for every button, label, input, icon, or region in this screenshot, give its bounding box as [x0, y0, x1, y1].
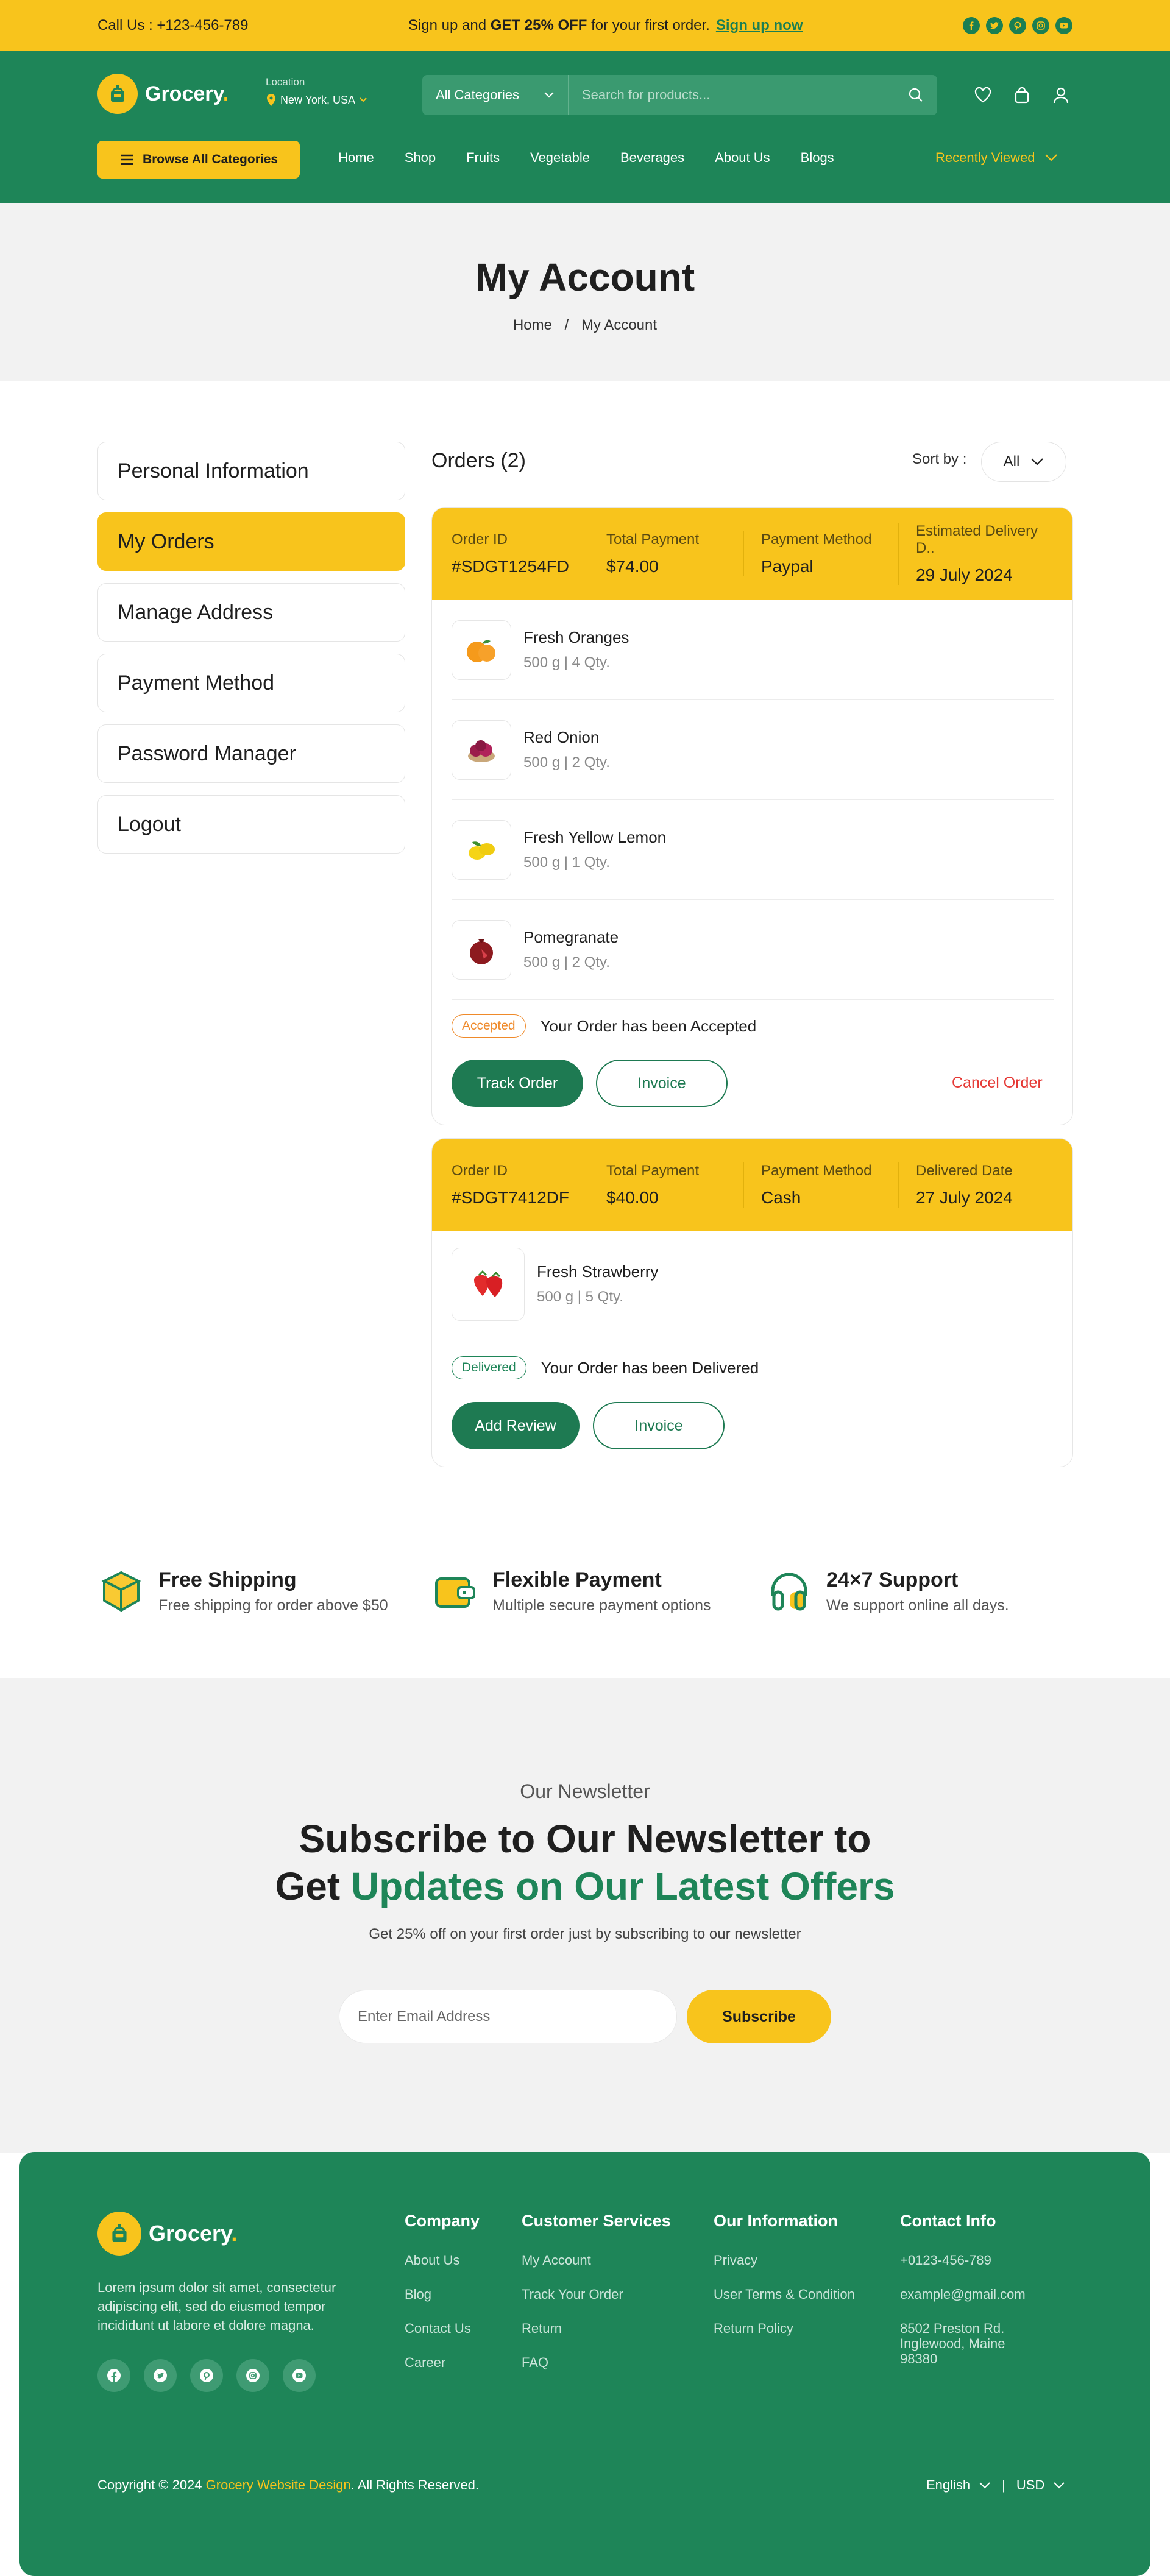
- youtube-icon[interactable]: [283, 2359, 316, 2392]
- youtube-icon[interactable]: [1055, 17, 1072, 34]
- sort-label: Sort by :: [912, 451, 967, 467]
- item-meta: 500 g | 4 Qty.: [523, 654, 610, 671]
- footer-link[interactable]: Track Your Order: [522, 2287, 623, 2302]
- newsletter-heading: [0, 1815, 1170, 1910]
- facebook-icon[interactable]: [98, 2359, 130, 2392]
- footer-link[interactable]: Contact Us: [405, 2321, 471, 2336]
- red-onion-image: [452, 720, 511, 780]
- footer-link[interactable]: Return: [522, 2321, 562, 2336]
- twitter-icon[interactable]: [986, 17, 1003, 34]
- footer-link[interactable]: FAQ: [522, 2355, 549, 2370]
- item-meta: 500 g | 1 Qty.: [523, 854, 610, 871]
- delivered-date-label: Delivered Date: [916, 1162, 1013, 1179]
- cancel-order-link[interactable]: Cancel Order: [952, 1074, 1043, 1091]
- sidebar-item-manage-address[interactable]: Manage Address: [98, 583, 405, 642]
- footer-social-links: [98, 2359, 316, 2392]
- orange-image: [452, 620, 511, 680]
- sidebar-item-personal-info[interactable]: Personal Information: [98, 442, 405, 500]
- feature-free-shipping: [98, 1568, 388, 1615]
- brand-name: Grocery: [145, 82, 223, 105]
- promo-bold: GET 25% OFF: [490, 16, 587, 34]
- nav-home[interactable]: Home: [338, 150, 374, 165]
- footer-link[interactable]: User Terms & Condition: [714, 2287, 855, 2302]
- item-name: Fresh Strawberry: [537, 1262, 659, 1281]
- browse-categories-button[interactable]: [98, 141, 300, 179]
- language-select[interactable]: English: [926, 2477, 971, 2493]
- strawberry-image: [452, 1248, 525, 1321]
- feature-title: Free Shipping: [158, 1568, 297, 1591]
- locale-separator: |: [1002, 2477, 1005, 2493]
- sidebar-item-logout[interactable]: Logout: [98, 795, 405, 854]
- top-social-links: [963, 17, 1072, 34]
- item-name: Fresh Yellow Lemon: [523, 828, 667, 846]
- category-select-value: All Categories: [436, 87, 519, 102]
- delivery-date-value: 29 July 2024: [916, 565, 1013, 584]
- footer-col-title: Company: [405, 2212, 480, 2230]
- item-name: Pomegranate: [523, 928, 619, 946]
- contact-address: 8502 Preston Rd. Inglewood, Maine 98380: [900, 2321, 1005, 2366]
- wallet-icon: [431, 1568, 479, 1615]
- subscribe-button[interactable]: Subscribe: [687, 1990, 831, 2043]
- order-id-label: Order ID: [452, 1162, 508, 1179]
- breadcrumb: [0, 317, 1170, 334]
- footer-link[interactable]: Privacy: [714, 2252, 758, 2268]
- currency-select[interactable]: USD: [1016, 2477, 1045, 2493]
- order-summary: [432, 1139, 1072, 1231]
- copyright-post: . All Rights Reserved.: [350, 2477, 479, 2493]
- footer-link[interactable]: Career: [405, 2355, 446, 2370]
- order-id-label: Order ID: [452, 531, 508, 548]
- search-icon[interactable]: [908, 87, 924, 103]
- order-id-value: #SDGT7412DF: [452, 1188, 569, 1207]
- order-status: [452, 1356, 759, 1379]
- footer-locale: [926, 2477, 1065, 2493]
- headset-icon: [765, 1568, 813, 1615]
- status-text: Your Order has been Delivered: [541, 1358, 759, 1377]
- basket-icon: [98, 2212, 141, 2256]
- total-payment-value: $40.00: [606, 1188, 659, 1207]
- email-input[interactable]: [339, 1990, 677, 2043]
- pomegranate-image: [452, 920, 511, 980]
- newsletter-kicker: Our Newsletter: [520, 1780, 650, 1802]
- box-icon: [98, 1568, 145, 1615]
- newsletter-heading-highlight: Updates on Our Latest Offers: [350, 1864, 895, 1908]
- feature-desc: Multiple secure payment options: [492, 1597, 711, 1614]
- promo-post: for your first order.: [587, 16, 710, 34]
- order-item: [452, 800, 1054, 900]
- brand-logo[interactable]: [98, 74, 229, 114]
- chevron-down-icon: [979, 2482, 991, 2489]
- order-item: [452, 600, 1054, 700]
- footer-logo[interactable]: [98, 2212, 237, 2256]
- item-meta: 500 g | 2 Qty.: [523, 954, 610, 971]
- delivery-date-label: Estimated Delivery D..: [916, 523, 1038, 556]
- breadcrumb-separator: /: [564, 317, 569, 333]
- footer-col-title: Customer Services: [522, 2212, 671, 2230]
- recently-viewed-label: Recently Viewed: [935, 150, 1035, 165]
- twitter-icon[interactable]: [144, 2359, 177, 2392]
- order-id-value: #SDGT1254FD: [452, 557, 569, 576]
- pinterest-icon[interactable]: [190, 2359, 223, 2392]
- facebook-icon[interactable]: [963, 17, 980, 34]
- chevron-down-icon: [1030, 458, 1044, 466]
- feature-title: Flexible Payment: [492, 1568, 662, 1591]
- orders-title: Orders (2): [431, 449, 526, 472]
- footer-col-contact-info: [900, 2212, 1026, 2385]
- basket-icon: [98, 74, 138, 114]
- copyright-pre: Copyright © 2024: [98, 2477, 206, 2493]
- payment-method-value: Cash: [761, 1188, 801, 1207]
- sidebar-item-payment-method[interactable]: Payment Method: [98, 654, 405, 712]
- contact-phone[interactable]: +0123-456-789: [900, 2252, 991, 2268]
- feature-title: 24×7 Support: [826, 1568, 959, 1591]
- nav-fruits[interactable]: Fruits: [466, 150, 500, 165]
- order-item: [452, 1231, 1054, 1337]
- newsletter-section: [0, 1678, 1170, 2153]
- sidebar-item-my-orders[interactable]: My Orders: [98, 512, 405, 571]
- chevron-down-icon: [1053, 2482, 1065, 2489]
- recently-viewed-dropdown[interactable]: [935, 150, 1058, 166]
- chevron-down-icon: [1044, 154, 1058, 162]
- chevron-down-icon: [544, 91, 555, 99]
- footer-col-title: Our Information: [714, 2212, 838, 2230]
- breadcrumb-home[interactable]: Home: [512, 317, 552, 333]
- item-name: Fresh Oranges: [523, 628, 629, 646]
- nav-shop[interactable]: Shop: [404, 150, 436, 165]
- instagram-icon[interactable]: [236, 2359, 269, 2392]
- instagram-icon[interactable]: [1032, 17, 1049, 34]
- signup-link[interactable]: Sign up now: [715, 16, 803, 34]
- call-us-text: Call Us : +123-456-789: [98, 16, 249, 34]
- order-card: [431, 507, 1073, 1125]
- delivered-date-value: 27 July 2024: [916, 1188, 1013, 1207]
- payment-method-value: Paypal: [761, 557, 814, 576]
- location-pin-icon: [266, 93, 277, 107]
- footer-col-company: [405, 2212, 480, 2389]
- footer-link[interactable]: Return Policy: [714, 2321, 793, 2336]
- total-payment-label: Total Payment: [606, 1162, 700, 1179]
- search-bar: [422, 75, 937, 115]
- nav-vegetable[interactable]: Vegetable: [530, 150, 590, 165]
- contact-email[interactable]: example@gmail.com: [900, 2287, 1026, 2302]
- sort-select-value: All: [1003, 453, 1020, 470]
- heart-icon[interactable]: [974, 86, 992, 104]
- bag-icon[interactable]: [1013, 86, 1031, 104]
- chevron-down-icon: [359, 97, 367, 103]
- total-payment-label: Total Payment: [606, 531, 700, 548]
- footer-description: Lorem ipsum dolor sit amet, consectetur adipiscing elit, sed do eiusmod tempor incididunt ut labore et dolore magna.: [98, 2280, 336, 2333]
- brand-dot: .: [231, 2221, 238, 2246]
- footer-link[interactable]: Blog: [405, 2287, 432, 2302]
- payment-method-label: Payment Method: [761, 531, 872, 548]
- page-hero: [0, 203, 1170, 381]
- invoice-button[interactable]: Invoice: [596, 1060, 728, 1107]
- location-value: New York, USA: [280, 93, 356, 106]
- brand-name: Grocery: [149, 2221, 232, 2246]
- order-item: [452, 900, 1054, 1000]
- location-selector[interactable]: [266, 76, 367, 107]
- header: [0, 51, 1170, 203]
- newsletter-subtitle: Get 25% off on your first order just by subscribing to our newsletter: [369, 1926, 801, 1942]
- breadcrumb-current: My Account: [581, 317, 658, 333]
- footer-col-customer-services: [522, 2212, 671, 2389]
- browse-label: Browse All Categories: [142, 152, 278, 166]
- total-payment-value: $74.00: [606, 557, 659, 576]
- status-badge: Accepted: [452, 1014, 526, 1038]
- promo-text: [408, 17, 803, 34]
- nav-beverages[interactable]: Beverages: [620, 150, 685, 165]
- footer: [20, 2152, 1150, 2576]
- order-status: [452, 1014, 756, 1038]
- order-summary: [432, 508, 1072, 600]
- user-icon[interactable]: [1052, 86, 1070, 104]
- order-item: [452, 700, 1054, 800]
- page-title: My Account: [475, 255, 695, 299]
- header-icons: [974, 86, 1070, 104]
- status-badge: Delivered: [452, 1356, 526, 1379]
- item-meta: 500 g | 5 Qty.: [537, 1289, 623, 1305]
- promo-pre: Sign up and: [408, 16, 491, 34]
- menu-icon: [119, 154, 134, 165]
- order-card: [431, 1138, 1073, 1467]
- newsletter-heading-line1: Subscribe to Our Newsletter to: [299, 1817, 871, 1861]
- newsletter-heading-line2: Get: [275, 1864, 351, 1908]
- status-text: Your Order has been Accepted: [540, 1016, 757, 1035]
- pinterest-icon[interactable]: [1009, 17, 1026, 34]
- feature-flexible-payment: [431, 1568, 711, 1615]
- nav-about[interactable]: About Us: [715, 150, 770, 165]
- footer-col-title: Contact Info: [900, 2212, 996, 2230]
- feature-desc: Free shipping for order above $50: [158, 1597, 388, 1614]
- main-nav: [338, 150, 834, 166]
- payment-method-label: Payment Method: [761, 1162, 872, 1179]
- top-bar: [0, 0, 1170, 51]
- nav-blogs[interactable]: Blogs: [800, 150, 834, 165]
- search-input[interactable]: [569, 87, 908, 103]
- feature-desc: We support online all days.: [826, 1597, 1009, 1614]
- item-name: Red Onion: [523, 728, 600, 746]
- category-select[interactable]: [422, 75, 569, 115]
- add-review-button[interactable]: Add Review: [452, 1402, 580, 1449]
- track-order-button[interactable]: Track Order: [452, 1060, 583, 1107]
- location-label: Location: [266, 76, 305, 88]
- item-meta: 500 g | 2 Qty.: [523, 754, 610, 771]
- brand-dot: .: [222, 82, 229, 105]
- footer-col-our-information: [714, 2212, 855, 2355]
- footer-link[interactable]: About Us: [405, 2252, 460, 2268]
- invoice-button[interactable]: Invoice: [593, 1402, 725, 1449]
- feature-support: [765, 1568, 1009, 1615]
- footer-link[interactable]: My Account: [522, 2252, 591, 2268]
- sidebar-item-password-manager[interactable]: Password Manager: [98, 724, 405, 783]
- copyright: [98, 2477, 479, 2493]
- sort-select[interactable]: [981, 442, 1066, 482]
- lemon-image: [452, 820, 511, 880]
- copyright-link[interactable]: Grocery Website Design: [205, 2477, 351, 2493]
